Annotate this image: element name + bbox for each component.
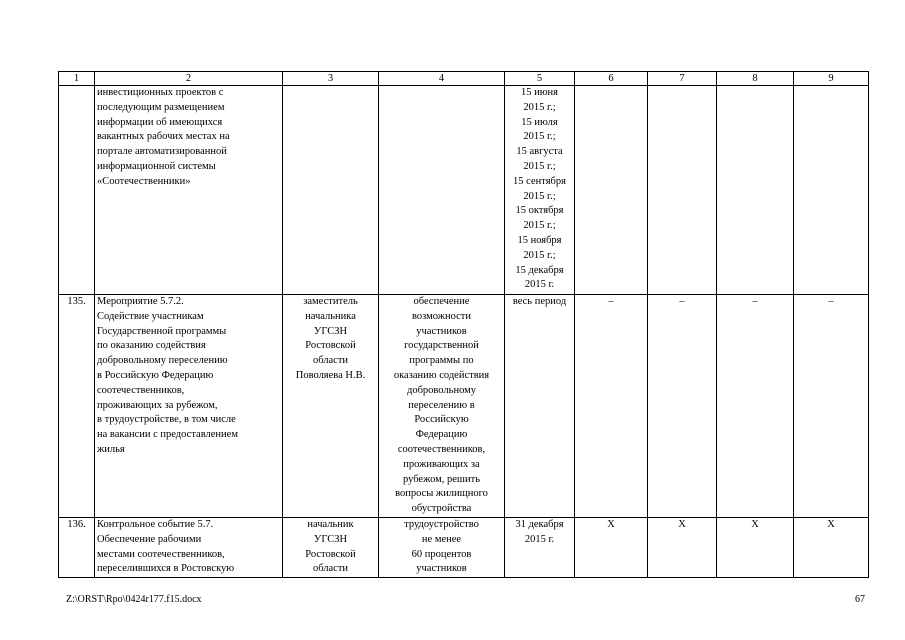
row-number (59, 86, 95, 295)
header-cell-3: 3 (283, 72, 379, 86)
table-row (59, 295, 869, 518)
deadline: 31 декабря 2015 г. (505, 517, 575, 577)
value-col-7: Х (648, 517, 717, 577)
value-col-8 (717, 86, 794, 295)
table-row (59, 517, 869, 577)
expected-result: трудоустройство не менее 60 процентов участников (379, 517, 505, 577)
header-cell-5: 5 (505, 72, 575, 86)
value-col-6: – (575, 295, 648, 518)
header-cell-2: 2 (95, 72, 283, 86)
row-number: 135. (59, 295, 95, 518)
value-col-7: – (648, 295, 717, 518)
activity-name: Мероприятие 5.7.2. Содействие участникам Государственной программы по оказанию содействия добровольному переселению в Российскую Федерацию соотечественников, проживающих за рубежом, в трудоустройстве, в том числе на вакансии с предоставлением жилья (95, 295, 283, 518)
header-cell-8: 8 (717, 72, 794, 86)
value-col-9 (794, 86, 869, 295)
value-col-8: – (717, 295, 794, 518)
header-cell-6: 6 (575, 72, 648, 86)
row-number: 136. (59, 517, 95, 577)
responsible-person: заместитель начальника УГСЗН Ростовской области Поволяева Н.В. (283, 295, 379, 518)
file-path: Z:\ORST\Rpo\0424r177.f15.docx (66, 594, 202, 605)
activity-name: Контрольное событие 5.7. Обеспечение рабочими местами соотечественников, переселившихся в Ростовскую (95, 517, 283, 577)
value-col-7 (648, 86, 717, 295)
header-cell-7: 7 (648, 72, 717, 86)
value-col-9: – (794, 295, 869, 518)
value-col-9: Х (794, 517, 869, 577)
expected-result: обеспечение возможности участников государственной программы по оказанию содействия добровольному переселению в Российскую Федерацию соотечественников, проживающих за рубежом, решить вопросы жилищного обустройства (379, 295, 505, 518)
activity-name: инвестиционных проектов с последующим размещением информации об имеющихся вакантных рабочих местах на портале автоматизированной информационной системы «Соотечественники» (95, 86, 283, 295)
value-col-6: Х (575, 517, 648, 577)
value-col-6 (575, 86, 648, 295)
deadline: весь период (505, 295, 575, 518)
value-col-8: Х (717, 517, 794, 577)
expected-result (379, 86, 505, 295)
header-row (59, 72, 869, 86)
responsible-person (283, 86, 379, 295)
deadline: 15 июня 2015 г.; 15 июля 2015 г.; 15 августа 2015 г.; 15 сентября 2015 г.; 15 октября 2015 г.; 15 ноября 2015 г.; 15 декабря 2015 г. (505, 86, 575, 295)
table-row (59, 86, 869, 295)
header-cell-4: 4 (379, 72, 505, 86)
header-cell-1: 1 (59, 72, 95, 86)
header-cell-9: 9 (794, 72, 869, 86)
page-number: 67 (855, 594, 865, 605)
responsible-person: начальник УГСЗН Ростовской области (283, 517, 379, 577)
plan-table (58, 71, 869, 578)
